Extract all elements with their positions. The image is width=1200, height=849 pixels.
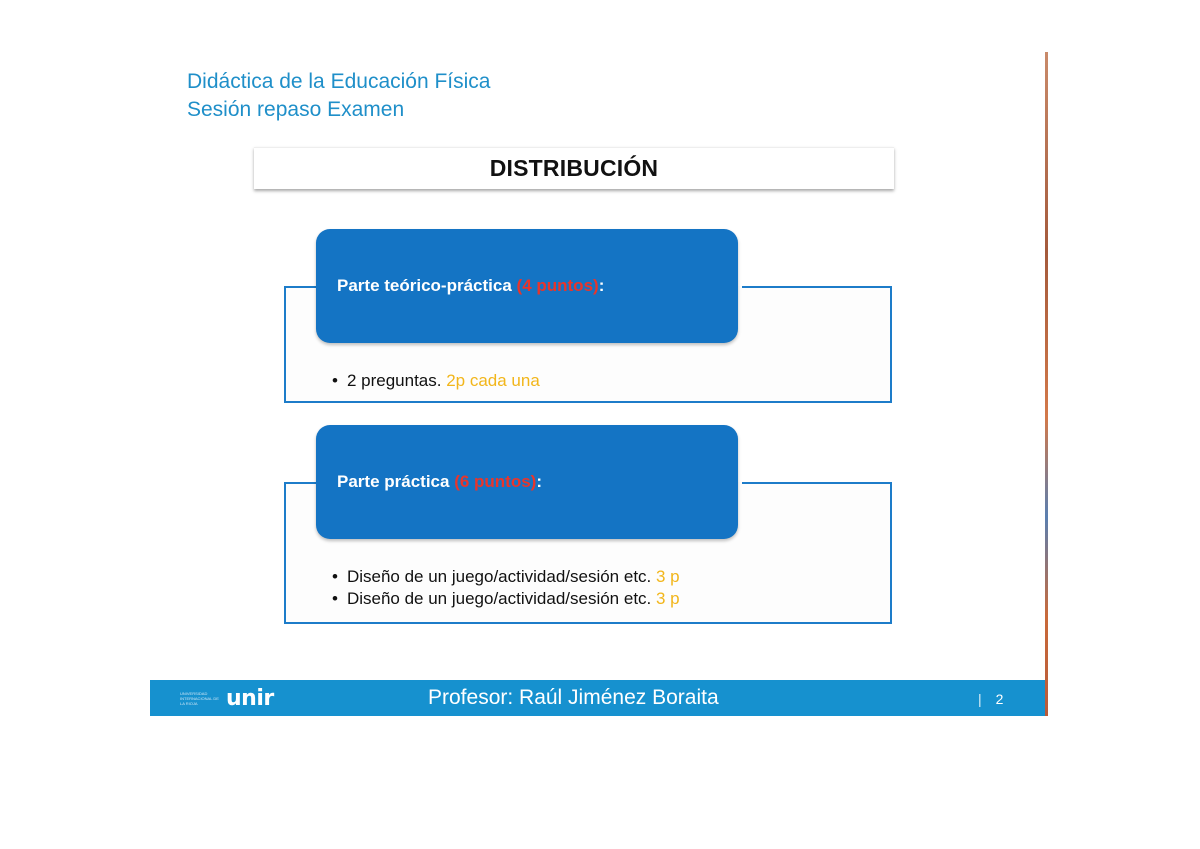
course-title-line2: Sesión repaso Examen [187, 98, 405, 121]
block-points: (4 puntos) [516, 276, 599, 295]
course-title [187, 68, 491, 124]
footer-bar [150, 680, 1048, 716]
item-score: 2p cada una [446, 371, 540, 390]
list-item [332, 370, 540, 392]
frame-line [284, 482, 318, 484]
block-items-practice [332, 566, 680, 610]
frame-line [742, 286, 892, 288]
block-title-suffix: : [598, 276, 605, 295]
block-title-text: Parte teórico-práctica [337, 276, 512, 295]
course-title-line1: Didáctica de la Educación Física [187, 70, 491, 93]
frame-line [742, 482, 892, 484]
section-heading-banner [254, 147, 894, 189]
block-title-theory [316, 229, 738, 343]
block-title-suffix: : [536, 472, 543, 491]
block-title-text: Parte práctica [337, 472, 450, 491]
item-text: Diseño de un juego/actividad/sesión etc. [346, 567, 652, 586]
page-separator: | [978, 691, 982, 707]
item-text: 2 preguntas. [346, 371, 442, 390]
item-text: Diseño de un juego/actividad/sesión etc. [346, 589, 652, 608]
page-number: 2 [995, 691, 1004, 707]
list-item [332, 588, 680, 610]
slide [150, 50, 1048, 716]
list-item [332, 566, 680, 588]
page-indicator [978, 691, 1003, 707]
unir-logo [180, 686, 274, 710]
block-points: (6 puntos) [454, 472, 537, 491]
brand-name: unir [226, 685, 274, 711]
item-score: 3 p [656, 567, 680, 586]
slide-edge-strip [1045, 52, 1048, 716]
frame-line [284, 286, 318, 288]
block-items-theory [332, 370, 540, 392]
brand-subtitle: UNIVERSIDAD INTERNACIONAL DE LA RIOJA [180, 690, 219, 706]
teacher-name: Profesor: Raúl Jiménez Boraita [428, 686, 719, 709]
block-title-practice [316, 425, 738, 539]
item-score: 3 p [656, 589, 680, 608]
section-heading: DISTRIBUCIÓN [489, 155, 659, 181]
